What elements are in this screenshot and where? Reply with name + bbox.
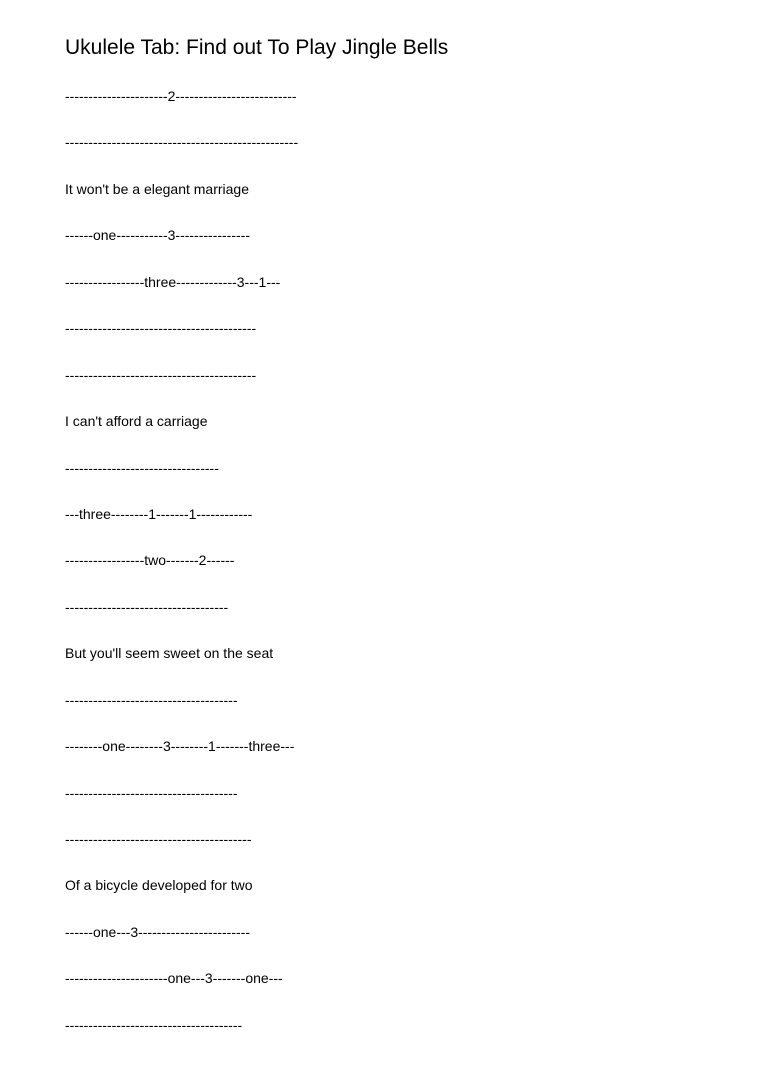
tab-line: -----------------three-------------3---1--- bbox=[65, 273, 281, 290]
tab-line: -----------------two-------2------ bbox=[65, 552, 235, 569]
tab-line: ----------------------2-------------------------- bbox=[65, 88, 297, 104]
tab-line: ---------------------------------------- bbox=[65, 831, 252, 847]
page-title: Ukulele Tab: Find out To Play Jingle Bells bbox=[65, 36, 449, 59]
lyric-line: Of a bicycle developed for two bbox=[65, 877, 253, 894]
tab-line: ------one-----------3---------------- bbox=[65, 227, 250, 244]
tab-line: --------one--------3--------1-------three--- bbox=[65, 738, 295, 755]
tab-line: ---three--------1-------1------------ bbox=[65, 505, 253, 522]
tab-line: ----------------------one---3-------one--- bbox=[65, 970, 283, 987]
lyric-line: I can't afford a carriage bbox=[65, 413, 208, 430]
tab-line: ------one---3------------------------ bbox=[65, 923, 250, 940]
tab-line: -------------------------------------- bbox=[65, 1016, 243, 1033]
lyric-line: But you'll seem sweet on the seat bbox=[65, 645, 274, 662]
tab-line: ----------------------------------- bbox=[65, 598, 229, 615]
lyric-line: It won't be a elegant marriage bbox=[65, 180, 250, 197]
tab-lines bbox=[65, 82, 298, 1057]
tab-line: --------------------------------- bbox=[65, 459, 219, 476]
tab-line: ----------------------------------------- bbox=[65, 366, 257, 383]
tab-line: ----------------------------------------- bbox=[65, 320, 257, 337]
tab-line: ------------------------------------- bbox=[65, 691, 238, 708]
tab-line: -------------------------------------------------- bbox=[65, 134, 299, 151]
tab-line: ------------------------------------- bbox=[65, 784, 238, 801]
